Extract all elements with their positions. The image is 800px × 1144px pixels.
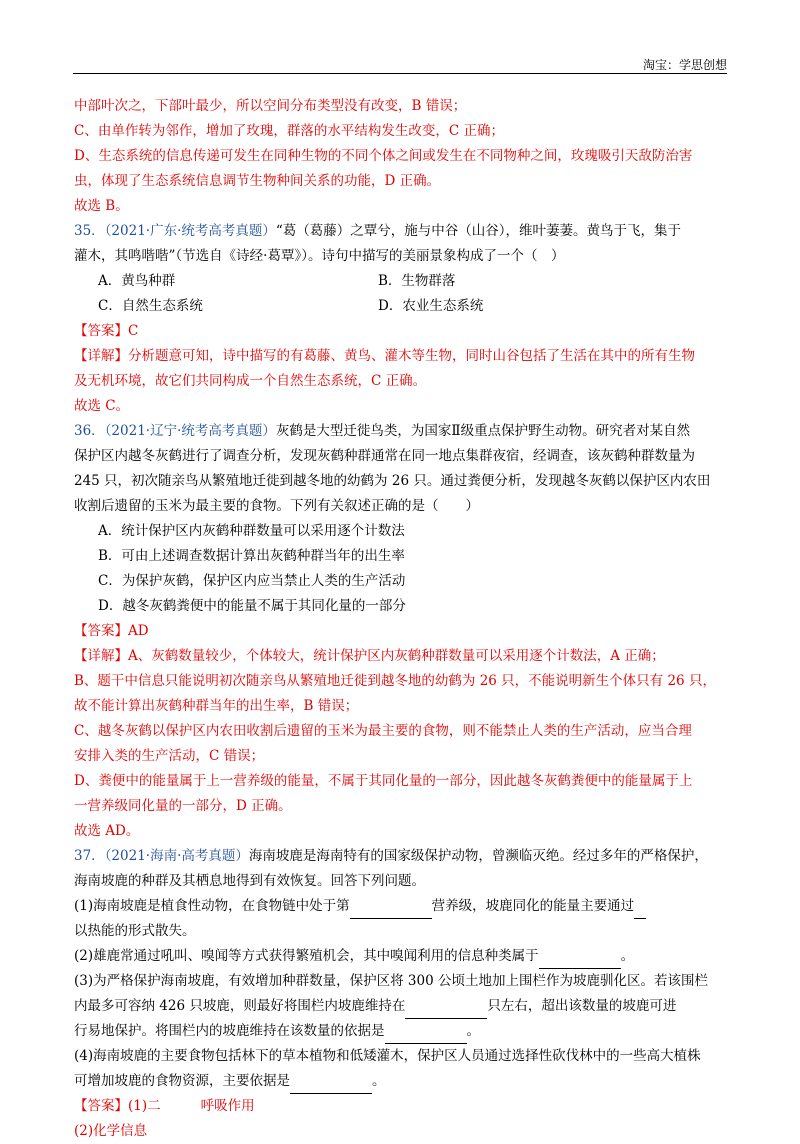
q36-source: （2021·辽宁·统考高考真题） — [104, 423, 276, 439]
q35-option-d: D．农业生态系统 — [378, 298, 484, 314]
q37-answer — [74, 1094, 734, 1119]
q37-answer2: (2)化学信息 — [74, 1123, 148, 1139]
q37-p1b: 营养级，坡鹿同化的能量主要通过 — [431, 898, 635, 914]
q34-line2: C、由单作转为邻作，增加了玫瑰，群落的水平结构发生改变，C 正确； — [74, 123, 504, 139]
q34-line1: 中部叶次之，下部叶最少，所以空间分布类型没有改变，B 错误； — [74, 98, 467, 114]
document-body — [74, 94, 734, 1144]
q35-option-b: B．生物群落 — [378, 273, 456, 289]
q37-p3d: 行易地保护。将围栏内的坡鹿维持在该数量的依据是 — [74, 1023, 385, 1039]
q37-source: （2021·海南·高考真题） — [104, 848, 249, 864]
answer-blank — [405, 1000, 487, 1019]
q37-part3b — [74, 994, 734, 1019]
q35-choice: 故选 C。 — [74, 398, 130, 414]
q36-detail2: B、题干中信息只能说明初次随亲鸟从繁殖地迁徙到越冬地的幼鹤为 26 只，不能说明新生个体只有 26 只， — [74, 673, 716, 689]
q36-option-a: A．统计保护区内灰鹤种群数量可以采用逐个计数法 — [98, 523, 405, 539]
q36-detail7: 一营养级同化量的一部分，D 正确。 — [74, 798, 292, 814]
q37-p3b: 内最多可容纳 426 只坡鹿，则最好将围栏内坡鹿维持在 — [74, 998, 406, 1014]
q34-choice: 故选 B。 — [74, 198, 129, 214]
q37-p3c: 只左右，超出该数量的坡鹿可进 — [487, 998, 677, 1014]
q35-stem1: “葛（葛藤）之覃兮，施与中谷（山谷），维叶萋萋。黄鸟于飞，集于 — [275, 223, 682, 239]
q36-stem-line1 — [74, 419, 734, 444]
q35-stem2: 灌木，其鸣喈喈”（节选自《诗经·葛覃》）。诗句中描写的美丽景象构成了一个（ ） — [74, 248, 565, 264]
q37-p1c: 以热能的形式散失。 — [74, 923, 196, 939]
q35-source: （2021·广东·统考高考真题） — [104, 223, 276, 239]
q35-detail1: 分析题意可知，诗中描写的有葛藤、黄鸟、灌木等生物，同时山谷包括了生活在其中的所有生物 — [128, 348, 695, 364]
q36-option-d: D．越冬灰鹤粪便中的能量不属于其同化量的一部分 — [98, 598, 406, 614]
q36-stem4: 收割后遗留的玉米为最主要的食物。下列有关叙述正确的是（ ） — [74, 498, 479, 514]
q37-answer1b: 呼吸作用 — [200, 1098, 255, 1114]
answer-blank — [350, 900, 432, 919]
q36-detail6: D、粪便中的能量属于上一营养级的能量，不属于其同化量的一部分，因此越冬灰鹤粪便中的能量属于上 — [74, 773, 693, 789]
q37-part3d — [74, 1019, 734, 1044]
q37-number: 37． — [74, 848, 105, 864]
answer-blank — [539, 950, 621, 969]
q35-answer — [74, 319, 734, 344]
q36-number: 36． — [74, 423, 105, 439]
q35-stem-line1 — [74, 219, 734, 244]
q36-answer-value: AD — [128, 623, 149, 639]
q37-p4b: 可增加坡鹿的食物资源，主要依据是 — [74, 1073, 290, 1089]
q34-line3: D、生态系统的信息传递可发生在同种生物的不同个体之间或发生在不同物种之间，玫瑰吸引天敌防治害 — [74, 148, 693, 164]
q35-detail-line1 — [74, 344, 734, 369]
q37-stem2: 海南坡鹿的种群及其栖息地得到有效恢复。回答下列问题。 — [74, 873, 425, 889]
detail-label: 【详解】 — [74, 648, 128, 664]
q36-stem2: 保护区内越冬灰鹤进行了调查分析，发现灰鹤种群通常在同一地点集群夜宿，经调查，该灰鹤种群数量为 — [74, 448, 695, 464]
answer-label: 【答案】 — [74, 323, 128, 339]
header-text: 淘宝：学思创想 — [642, 58, 727, 72]
q37-p2a: (2)雄鹿常通过吼叫、嗅闻等方式获得繁殖机会，其中嗅闻利用的信息种类属于 — [74, 948, 539, 964]
q37-p1a: (1)海南坡鹿是植食性动物，在食物链中处于第 — [74, 898, 350, 914]
q36-detail3: 故不能计算出灰鹤种群当年的出生率，B 错误； — [74, 698, 359, 714]
q36-detail4: C、越冬灰鹤以保护区内农田收割后遗留的玉米为最主要的食物，则不能禁止人类的生产活动，应当合理 — [74, 723, 692, 739]
q37-stem1: 海南坡鹿是海南特有的国家级保护动物，曾濒临灭绝。经过多年的严格保护， — [248, 848, 708, 864]
q36-detail-line1 — [74, 644, 734, 669]
q37-p2b: 。 — [620, 948, 635, 964]
q35-option-c: C．自然生态系统 — [98, 298, 203, 314]
header-rule — [73, 73, 727, 74]
q37-answer1: (1)二 — [128, 1098, 161, 1114]
q36-stem3: 245 只，初次随亲鸟从繁殖地迁徙到越冬地的幼鹤为 26 只。通过粪便分析，发现越冬灰鹤以保护区内农田 — [74, 473, 711, 489]
q37-p4a: (4)海南坡鹿的主要食物包括林下的草本植物和低矮灌木，保护区人员通过选择性砍伐林中的一些高大植株 — [74, 1048, 701, 1064]
q35-detail2: 及无机环境，故它们共同构成一个自然生态系统，C 正确。 — [74, 373, 427, 389]
answer-blank — [290, 1075, 372, 1094]
q34-line4: 虫，体现了生态系统信息调节生物种间关系的功能，D 正确。 — [74, 173, 441, 189]
answer-blank — [385, 1025, 467, 1044]
q35-options-row2 — [74, 294, 734, 319]
q37-p3a: (3)为严格保护海南坡鹿，有效增加种群数量，保护区将 300 公顷土地加上围栏作为坡鹿驯化区。若该围栏 — [74, 973, 708, 989]
q35-option-a: A．黄鸟种群 — [98, 273, 176, 289]
q35-options-row1 — [74, 269, 734, 294]
q36-choice: 故选 AD。 — [74, 823, 140, 839]
q36-option-c: C．为保护灰鹤，保护区内应当禁止人类的生产活动 — [98, 573, 406, 589]
q35-answer-value: C — [128, 323, 139, 339]
q36-detail5: 安排入类的生产活动，C 错误； — [74, 748, 265, 764]
q36-stem1: 灰鹤是大型迁徙鸟类，为国家Ⅱ级重点保护野生动物。研究者对某自然 — [275, 423, 691, 439]
answer-label: 【答案】 — [74, 1098, 128, 1114]
q37-part4b — [74, 1069, 734, 1094]
q37-stem-line1 — [74, 844, 734, 869]
answer-label: 【答案】 — [74, 623, 128, 639]
detail-label: 【详解】 — [74, 348, 128, 364]
answer-blank — [634, 900, 646, 919]
q35-number: 35． — [74, 223, 105, 239]
q37-part1 — [74, 894, 734, 919]
q36-detail1: A、灰鹤数量较少，个体较大，统计保护区内灰鹤种群数量可以采用逐个计数法，A 正确； — [128, 648, 665, 664]
q37-p4c: 。 — [372, 1073, 386, 1089]
q37-part2 — [74, 944, 734, 969]
q37-p3e: 。 — [466, 1023, 480, 1039]
q36-option-b: B．可由上述调查数据计算出灰鹤种群当年的出生率 — [98, 548, 405, 564]
q36-answer — [74, 619, 734, 644]
